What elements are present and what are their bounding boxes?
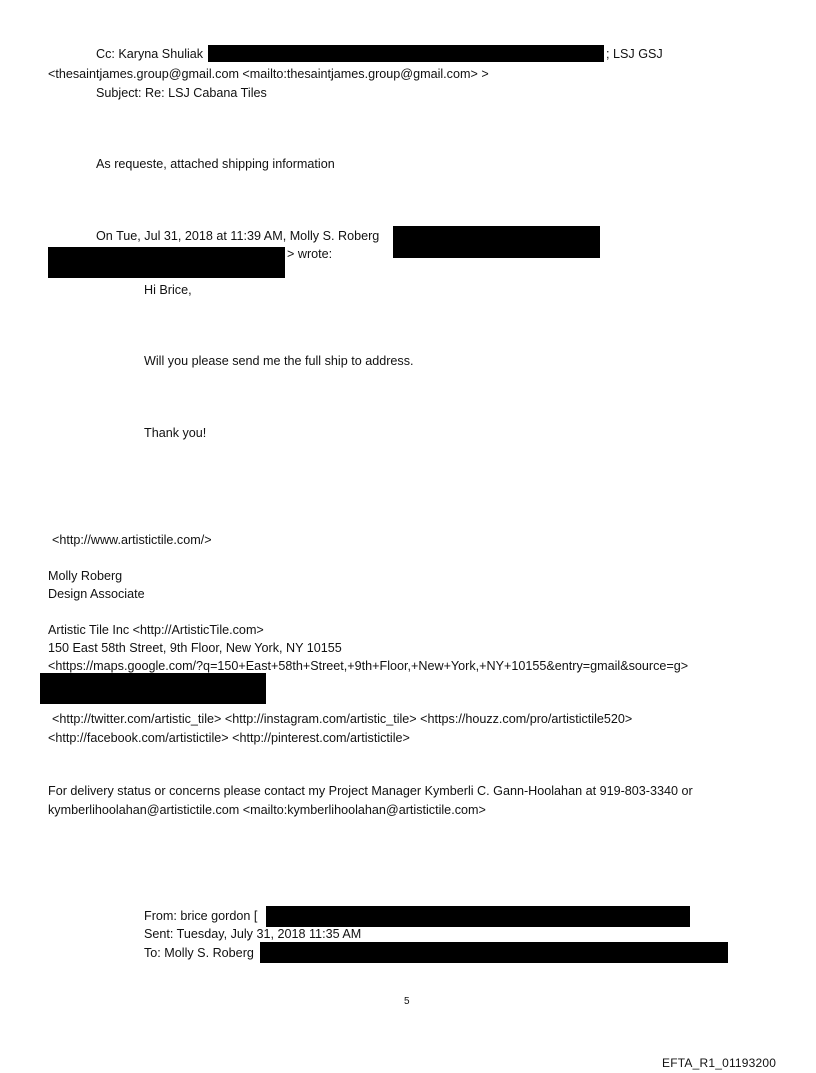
maps-link[interactable]: <https://maps.google.com/?q=150+East+58th+Street,+9th+Floor,+New+York,+NY+10155&entry=gmail&source=g> [48,659,689,673]
redaction-block [208,45,604,62]
cc-line [96,47,203,62]
website-link[interactable]: <http://www.artistictile.com/> [52,533,212,547]
quote-header: On Tue, Jul 31, 2018 at 11:39 AM, Molly S. Roberg [96,229,380,243]
signature-name: Molly Roberg [48,569,123,583]
request-text: Will you please send me the full ship to address. [144,354,414,368]
document-id: EFTA_R1_01193200 [662,1056,777,1070]
redaction-block [40,673,266,704]
greeting: Hi Brice, [144,283,192,297]
redaction-block [393,226,600,258]
page-number: 5 [404,996,410,1007]
social-links-1[interactable]: <http://twitter.com/artistic_tile> <http://instagram.com/artistic_tile> <https://houzz.com/pro/artistictile520> [52,712,633,726]
to-line: To: Molly S. Roberg [144,946,254,960]
redaction-block [266,906,690,927]
thanks-text: Thank you! [144,426,207,440]
cc-line-2: <thesaintjames.group@gmail.com <mailto:thesaintjames.group@gmail.com> > [48,67,489,81]
signature-title: Design Associate [48,587,145,601]
delivery-line-1: For delivery status or concerns please contact my Project Manager Kymberli C. Gann-Hoolahan at 919-803-3340 or [48,784,693,798]
body-text: As requeste, attached shipping information [96,157,335,171]
cc-suffix: ; LSJ GSJ [606,47,663,61]
subject-line: Subject: Re: LSJ Cabana Tiles [96,86,267,100]
sent-line: Sent: Tuesday, July 31, 2018 11:35 AM [144,927,362,941]
address-line: 150 East 58th Street, 9th Floor, New York, NY 10155 [48,641,342,655]
company-line[interactable]: Artistic Tile Inc <http://ArtisticTile.com> [48,623,264,637]
delivery-line-2[interactable]: kymberlihoolahan@artistictile.com <mailto:kymberlihoolahan@artistictile.com> [48,803,486,817]
redaction-block [260,942,728,963]
redaction-block [48,247,285,278]
from-line: From: brice gordon [ [144,909,258,923]
quote-header-suffix: > wrote: [287,247,333,261]
social-links-2[interactable]: <http://facebook.com/artistictile> <http://pinterest.com/artistictile> [48,731,410,745]
cc-prefix: Cc: Karyna Shuliak [96,47,204,61]
